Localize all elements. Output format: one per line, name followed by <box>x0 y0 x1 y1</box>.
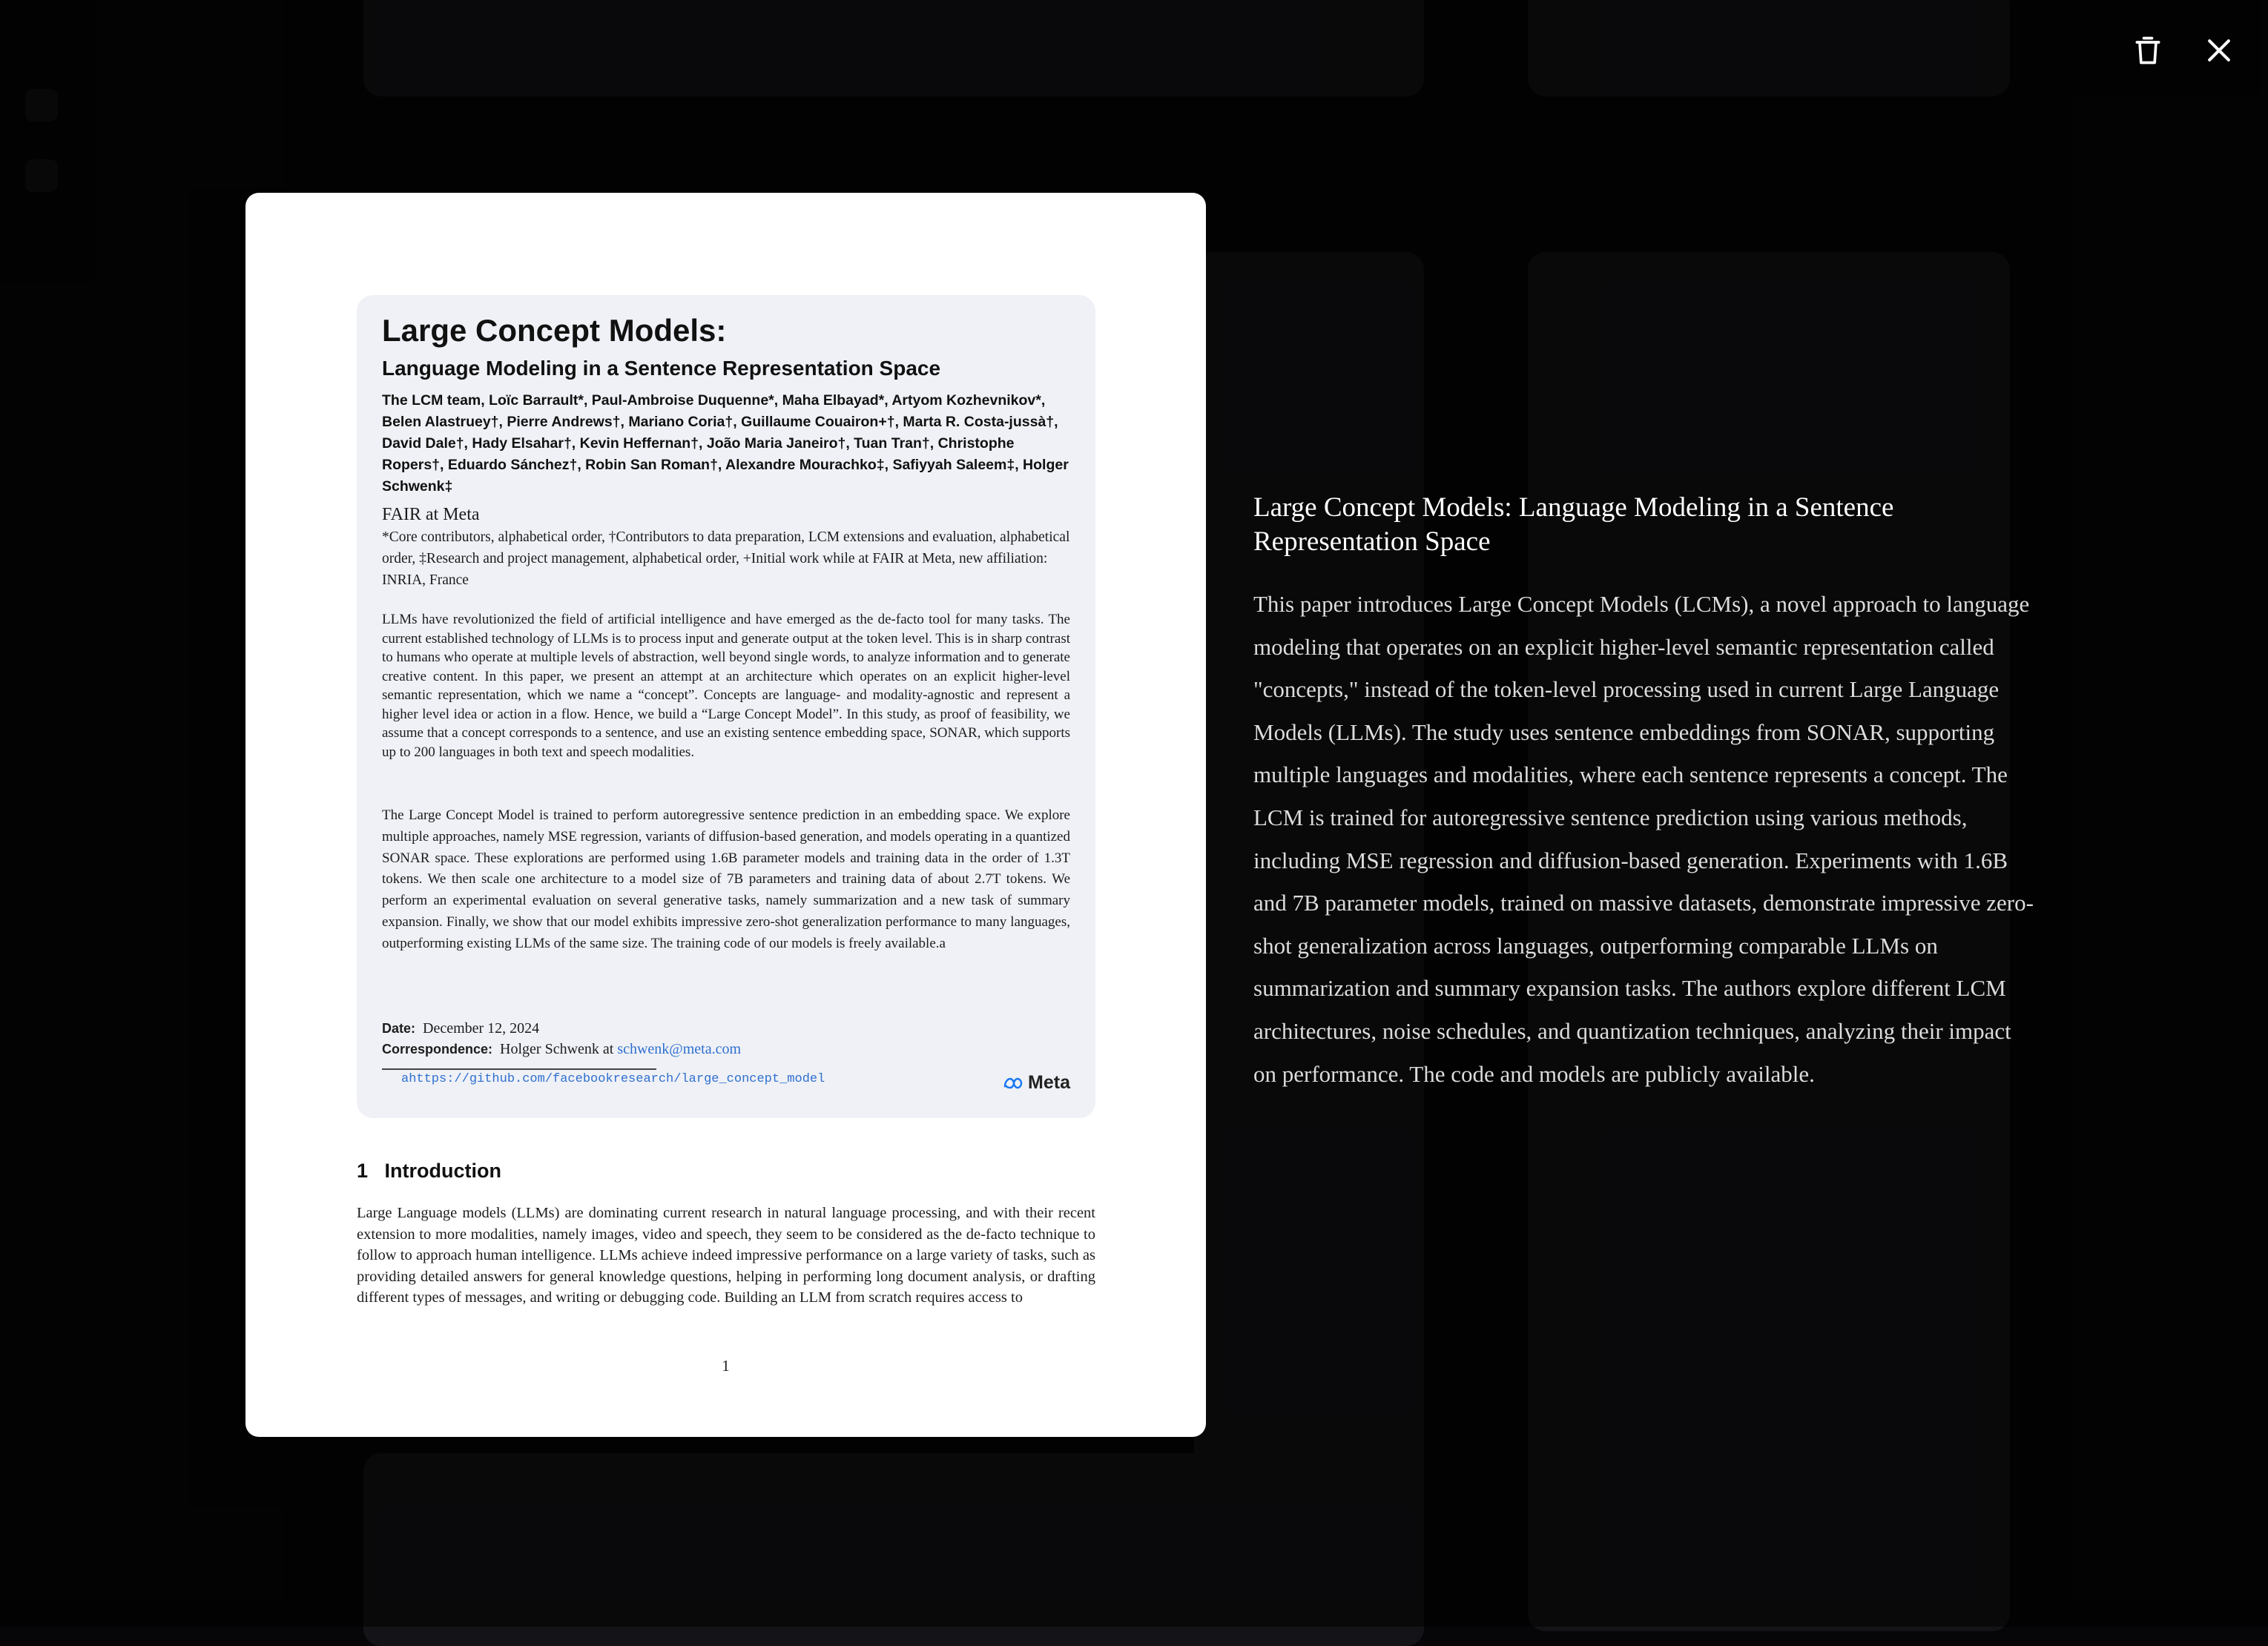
meta-logo <box>1003 1072 1070 1094</box>
paper-date <box>382 1020 539 1037</box>
paper-preview[interactable] <box>245 193 1206 1437</box>
paper-correspondence <box>382 1041 741 1058</box>
section-heading: 1 Introduction <box>357 1160 501 1182</box>
date-label: Date: <box>382 1021 416 1036</box>
trash-icon <box>2132 34 2164 67</box>
meta-infinity-icon <box>1003 1076 1025 1091</box>
footnote-link[interactable]: ahttps://github.com/facebookresearch/large_concept_model <box>401 1072 825 1086</box>
footnote-rule <box>382 1068 656 1070</box>
abstract-panel <box>357 295 1095 1118</box>
abstract-paragraph-2: The Large Concept Model is trained to perform autoregressive sentence prediction in an embedding space. We explore multiple approaches, namely MSE regression, variants of diffusion-based generation, and models operating in a quantized SONAR space. These explorations are performed using 1.6B parameter models and training data in the order of 1.3T tokens. We then scale one architecture to a model size of 7B parameters and training data of about 2.7T tokens. We perform an experimental evaluation on several generative tasks, namely summarization and a new task of summary expansion. Finally, we show that our model exhibits impressive zero-shot generalization performance to many languages, outperforming existing LLMs of the same size. The training code of our models is freely available.a <box>382 807 1070 951</box>
intro-paragraph: Large Language models (LLMs) are dominating current research in natural language processing, and with their recent extension to more modalities, namely images, video and speech, they seem to be considered as the de-facto technique to follow to approach human intelligence. LLMs achieve indeed impressive performance on a large variety of tasks, such as providing detailed answers for general knowledge questions, helping in performing long document analysis, or drafting different types of messages, and writing or debugging code. Building an LLM from scratch requires access to <box>357 1205 1095 1306</box>
close-button[interactable] <box>2197 28 2241 73</box>
paper-subtitle: Language Modeling in a Sentence Representation Space <box>382 357 941 380</box>
correspondence-email-link[interactable]: schwenk@meta.com <box>617 1041 742 1057</box>
paper-contributions: *Core contributors, alphabetical order, †Contributors to data preparation, LCM extensions and evaluation, alphabetical order, ‡Research and project management, alphabetical order, +Initial work while at FAIR at Meta, new affiliation: INRIA, France <box>382 529 1070 588</box>
abstract-paragraph-1: LLMs have revolutionized the field of artificial intelligence and have emerged as the de-facto tool for many tasks. The current established technology of LLMs is to process input and generate output at the token level. This is in sharp contrast to humans who operate at multiple levels of abstraction, well beyond single words, to analyze information and to generate creative content. In this paper, we present an attempt at an architecture which operates on an explicit higher-level semantic representation, which we name a “concept”. Concepts are language- and modality-agnostic and represent a higher level idea or action in a flow. Hence, we build a “Large Concept Model”. In this study, as proof of feasibility, we assume that a concept corresponds to a sentence, and use an existing sentence embedding space, SONAR, which supports up to 200 languages in both text and speech modalities. <box>382 612 1070 760</box>
close-icon <box>2203 34 2235 67</box>
date-value: December 12, 2024 <box>423 1020 540 1037</box>
paper-authors: The LCM team, Loïc Barrault*, Paul-Ambroise Duquenne*, Maha Elbayad*, Artyom Kozhevnikov*, Belen Alastruey†, Pierre Andrews†, Mariano Coria†, Guillaume Couairon+†, Marta R. Costa-jussà†, David Dale†, Hady Elsahar†, Kevin Heffernan†, João Maria Janeiro†, Tuan Tran†, Christophe Ropers†, Eduardo Sánchez†, Robin San Roman†, Alexandre Mourachko‡, Safiyyah Saleem‡, Holger Schwenk‡ <box>382 392 1069 495</box>
summary-body: This paper introduces Large Concept Models (LCMs), a novel approach to language modeling that operates on an explicit higher-level semantic representation called "concepts," instead of the token-level processing used in current Large Language Models (LLMs). The study uses sentence embeddings from SONAR, supporting multiple languages and modalities, where each sentence represents a concept. The LCM is trained for autoregressive sentence prediction using various methods, including MSE regression and diffusion-based generation. Experiments with 1.6B and 7B parameter models, trained on massive datasets, demonstrate impressive zero-shot generalization across languages, outperforming comparable LLMs on summarization and summary expansion tasks. The authors explore different LCM architectures, noise schedules, and quantization techniques, analyzing their impact on performance. The code and models are publicly available. <box>1253 591 2034 1087</box>
summary-title: Large Concept Models: Language Modeling in a Sentence Representation Space <box>1253 492 1894 557</box>
correspondence-label: Correspondence: <box>382 1042 493 1057</box>
meta-logo-text: Meta <box>1028 1072 1070 1093</box>
delete-button[interactable] <box>2126 28 2170 73</box>
paper-affiliation: FAIR at Meta <box>382 505 480 524</box>
page-number: 1 <box>722 1357 730 1375</box>
paper-title: Large Concept Models: <box>382 313 727 348</box>
correspondence-name: Holger Schwenk at <box>500 1041 614 1057</box>
